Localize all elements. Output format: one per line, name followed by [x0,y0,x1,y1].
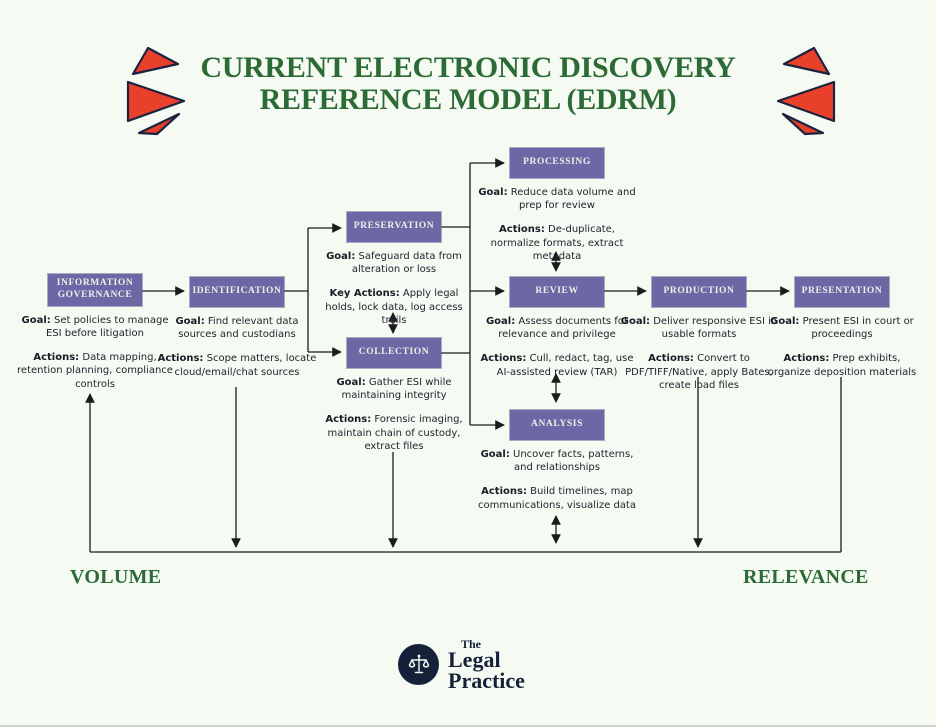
goal-text: Goal: Present ESI in court or proceedings [770,316,914,341]
goal-text: Goal: Gather ESI while maintaining integrity [336,377,452,402]
actions-text: Actions: Data mapping, retention planning, compliance controls [17,352,173,390]
brand-text-the: The [461,637,482,651]
stage-information-governance [15,274,175,402]
stage-box-information-governance: INFORMATION GOVERNANCE [48,274,142,306]
goal-text: Goal: Set policies to manage ESI before litigation [21,314,169,339]
stage-box-identification: IDENTIFICATION [190,277,284,307]
stage-production [619,277,779,403]
stage-preservation [314,212,474,338]
brand-text [448,638,525,692]
actions-text: Actions: Build timelines, map communications, visualize data [478,486,636,511]
stage-box-processing: PROCESSING [510,148,604,178]
goal-text: Goal: Uncover facts, patterns, and relationships [480,449,634,474]
goal-text: Goal: Find relevant data sources and custodians [175,316,299,341]
stage-desc-analysis [477,448,637,512]
stage-box-analysis: ANALYSIS [510,410,604,440]
scales-of-justice-icon [398,644,439,685]
stage-desc-identification [157,315,317,379]
stage-box-collection: COLLECTION [347,338,441,368]
stage-presentation [762,277,922,390]
actions-text: Actions: Cull, redact, tag, use AI-assisted review (TAR) [480,353,634,378]
goal-text: Goal: Reduce data volume and prep for review [478,187,636,212]
brand-logo [398,638,525,692]
stage-collection [314,338,474,464]
goal-text: Goal: Deliver responsive ESI in usable formats [620,316,778,341]
stage-box-preservation: PRESERVATION [347,212,441,242]
stage-box-production: PRODUCTION [652,277,746,307]
axis-label-relevance: RELEVANCE [743,566,869,588]
goal-text: Goal: Assess documents for relevance and privilege [485,316,629,341]
stage-desc-presentation [762,315,922,379]
stage-desc-preservation [314,250,474,327]
page-title-line1: CURRENT ELECTRONIC DISCOVERY [200,51,736,84]
goal-text: Goal: Safeguard data from alteration or loss [326,251,462,276]
stage-desc-processing [477,186,637,263]
stage-desc-review [477,315,637,379]
actions-text: Actions: Prep exhibits, organize deposition materials [767,353,917,378]
actions-text: Actions: Convert to PDF/TIFF/Native, apply Bates, create load files [625,353,773,391]
brand-text-legal: Legal [448,647,501,672]
stage-review [477,277,637,390]
axis-label-volume: VOLUME [70,566,162,588]
brand-text-practice: Practice [448,667,525,693]
stage-box-review: REVIEW [510,277,604,307]
actions-text: Actions: Forensic imaging, maintain chain of custody, extract files [325,414,463,452]
stage-identification [157,277,317,390]
stage-box-presentation: PRESENTATION [795,277,889,307]
stage-analysis [477,410,637,523]
actions-text: Actions: Scope matters, locate cloud/email/chat sources [157,353,317,378]
stage-desc-information-governance [15,314,175,391]
stage-desc-production [619,315,779,392]
actions-text: Actions: De-duplicate, normalize formats, extract metadata [490,224,624,262]
stage-processing [477,148,637,274]
page-title-line2: REFERENCE MODEL (EDRM) [259,83,677,117]
stage-desc-collection [314,376,474,453]
actions-text: Key Actions: Apply legal holds, lock data, log access trails [325,288,463,326]
